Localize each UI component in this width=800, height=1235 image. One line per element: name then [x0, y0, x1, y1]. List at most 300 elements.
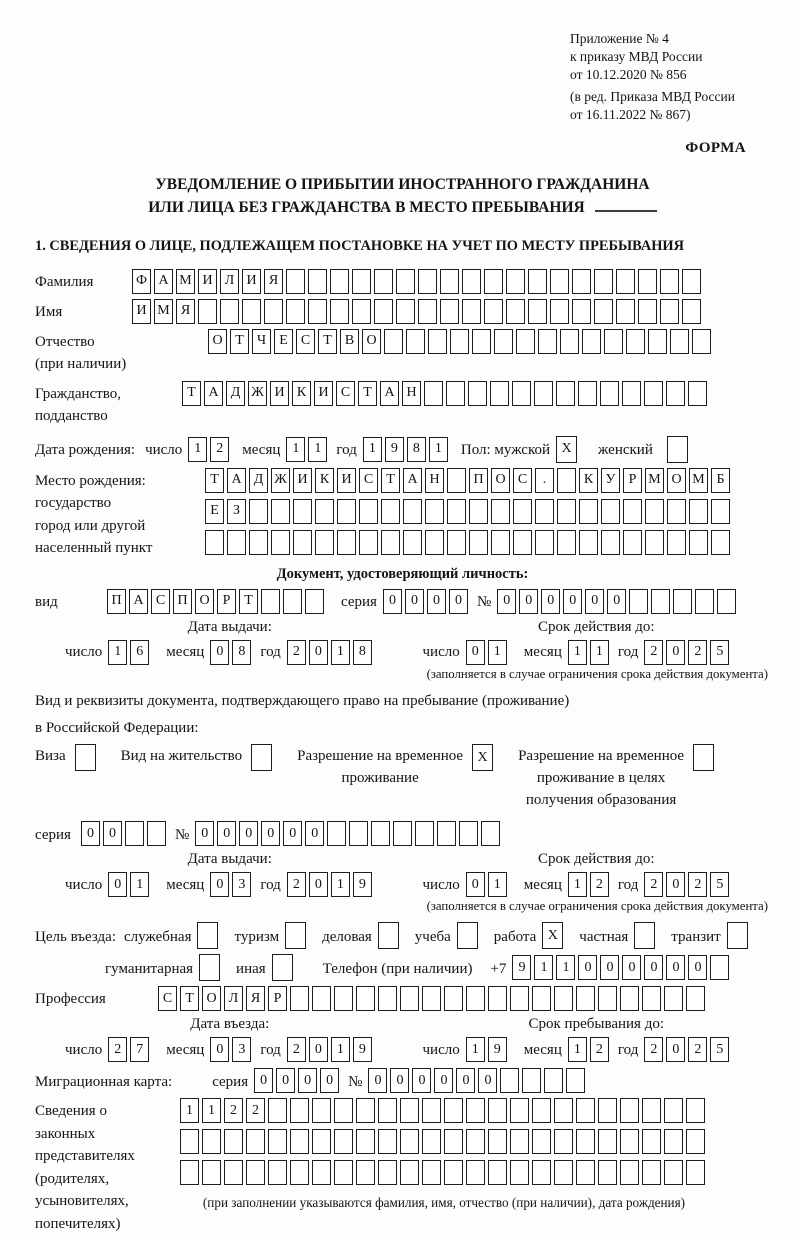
char-cell-empty[interactable] [466, 986, 485, 1011]
char-cell-empty[interactable] [444, 1129, 463, 1154]
char-cell-empty[interactable] [334, 1160, 353, 1185]
char-cell-filled[interactable]: П [173, 589, 192, 614]
char-cell-empty[interactable] [689, 530, 708, 555]
char-cell-empty[interactable] [199, 954, 220, 981]
char-cell-filled[interactable]: 9 [353, 872, 372, 897]
char-cell-empty[interactable] [227, 530, 246, 555]
char-cell-empty[interactable] [616, 269, 635, 294]
char-cell-empty[interactable] [308, 299, 327, 324]
char-cell-filled[interactable]: 0 [210, 640, 229, 665]
char-cell-filled[interactable]: 0 [405, 589, 424, 614]
char-cell-filled[interactable]: 2 [644, 1037, 663, 1062]
char-cell-filled[interactable]: 1 [556, 955, 575, 980]
char-cell-empty[interactable] [576, 986, 595, 1011]
char-cell-empty[interactable] [337, 530, 356, 555]
char-cell-empty[interactable] [264, 299, 283, 324]
char-cell-filled[interactable]: К [579, 468, 598, 493]
char-cell-filled[interactable]: В [340, 329, 359, 354]
char-cell-empty[interactable] [334, 986, 353, 1011]
char-cell-empty[interactable] [312, 1098, 331, 1123]
char-cell-empty[interactable] [572, 299, 591, 324]
char-cell-empty[interactable] [378, 1129, 397, 1154]
char-cell-empty[interactable] [532, 986, 551, 1011]
char-cell-empty[interactable] [554, 986, 573, 1011]
char-cell-empty[interactable] [532, 1129, 551, 1154]
char-cell-empty[interactable] [664, 986, 683, 1011]
char-cell-empty[interactable] [686, 986, 705, 1011]
char-cell-filled[interactable]: Р [217, 589, 236, 614]
char-cell-filled[interactable]: М [645, 468, 664, 493]
char-cell-filled[interactable]: 0 [600, 955, 619, 980]
char-cell-filled[interactable]: Т [381, 468, 400, 493]
char-cell-empty[interactable] [406, 329, 425, 354]
char-cell-empty[interactable] [598, 1098, 617, 1123]
char-cell-empty[interactable] [396, 269, 415, 294]
char-cell-filled[interactable]: К [292, 381, 311, 406]
char-cell-filled[interactable]: 0 [466, 872, 485, 897]
char-cell-empty[interactable] [667, 530, 686, 555]
char-cell-filled[interactable]: 9 [512, 955, 531, 980]
char-cell-filled[interactable]: 0 [309, 640, 328, 665]
char-cell-empty[interactable] [488, 986, 507, 1011]
char-cell-empty[interactable] [271, 530, 290, 555]
char-cell-filled[interactable]: 2 [688, 1037, 707, 1062]
char-cell-empty[interactable] [446, 381, 465, 406]
char-cell-empty[interactable] [620, 1129, 639, 1154]
char-cell-filled[interactable]: Л [220, 269, 239, 294]
char-cell-empty[interactable] [594, 299, 613, 324]
char-cell-filled[interactable]: С [296, 329, 315, 354]
char-cell-empty[interactable] [664, 1098, 683, 1123]
char-cell-filled[interactable]: А [204, 381, 223, 406]
char-cell-empty[interactable] [532, 1098, 551, 1123]
char-cell-filled[interactable]: 1 [130, 872, 149, 897]
char-cell-empty[interactable] [576, 1129, 595, 1154]
char-cell-empty[interactable] [290, 1160, 309, 1185]
char-cell-empty[interactable] [622, 381, 641, 406]
char-cell-empty[interactable] [601, 499, 620, 524]
char-cell-filled[interactable]: 0 [666, 872, 685, 897]
char-cell-empty[interactable] [469, 499, 488, 524]
char-cell-filled[interactable]: 1 [331, 1037, 350, 1062]
char-cell-empty[interactable] [620, 1098, 639, 1123]
char-cell-filled[interactable]: А [403, 468, 422, 493]
char-cell-empty[interactable] [544, 1068, 563, 1093]
char-cell-filled[interactable]: 0 [412, 1068, 431, 1093]
char-cell-filled[interactable]: И [314, 381, 333, 406]
char-cell-empty[interactable] [378, 1160, 397, 1185]
char-cell-filled[interactable]: 0 [456, 1068, 475, 1093]
char-cell-filled[interactable]: Р [623, 468, 642, 493]
char-cell-empty[interactable] [500, 1068, 519, 1093]
char-cell-filled[interactable]: X [542, 922, 563, 949]
char-cell-empty[interactable] [598, 1160, 617, 1185]
char-cell-filled[interactable]: С [158, 986, 177, 1011]
char-cell-empty[interactable] [75, 744, 96, 771]
char-cell-empty[interactable] [356, 1160, 375, 1185]
char-cell-empty[interactable] [327, 821, 346, 846]
char-cell-empty[interactable] [220, 299, 239, 324]
char-cell-filled[interactable]: 5 [710, 1037, 729, 1062]
char-cell-filled[interactable]: 1 [568, 872, 587, 897]
char-cell-filled[interactable]: М [176, 269, 195, 294]
char-cell-filled[interactable]: 2 [224, 1098, 243, 1123]
char-cell-empty[interactable] [666, 381, 685, 406]
char-cell-filled[interactable]: А [129, 589, 148, 614]
char-cell-empty[interactable] [557, 499, 576, 524]
char-cell-filled[interactable]: А [380, 381, 399, 406]
char-cell-empty[interactable] [510, 1098, 529, 1123]
char-cell-empty[interactable] [283, 589, 302, 614]
char-cell-empty[interactable] [711, 530, 730, 555]
char-cell-empty[interactable] [400, 1129, 419, 1154]
char-cell-empty[interactable] [290, 1129, 309, 1154]
char-cell-empty[interactable] [556, 381, 575, 406]
char-cell-filled[interactable]: Т [182, 381, 201, 406]
char-cell-filled[interactable]: 0 [688, 955, 707, 980]
char-cell-filled[interactable]: Т [358, 381, 377, 406]
char-cell-filled[interactable]: Я [176, 299, 195, 324]
char-cell-empty[interactable] [522, 1068, 541, 1093]
char-cell-empty[interactable] [604, 329, 623, 354]
char-cell-empty[interactable] [305, 589, 324, 614]
char-cell-empty[interactable] [620, 986, 639, 1011]
char-cell-filled[interactable]: О [491, 468, 510, 493]
char-cell-filled[interactable]: 0 [541, 589, 560, 614]
char-cell-empty[interactable] [462, 269, 481, 294]
char-cell-empty[interactable] [285, 922, 306, 949]
char-cell-filled[interactable]: 0 [666, 640, 685, 665]
char-cell-filled[interactable]: 8 [232, 640, 251, 665]
char-cell-filled[interactable]: 2 [590, 1037, 609, 1062]
char-cell-empty[interactable] [576, 1098, 595, 1123]
char-cell-empty[interactable] [638, 299, 657, 324]
char-cell-empty[interactable] [459, 821, 478, 846]
char-cell-empty[interactable] [717, 589, 736, 614]
char-cell-filled[interactable]: 9 [385, 437, 404, 462]
char-cell-empty[interactable] [286, 299, 305, 324]
char-cell-empty[interactable] [642, 1129, 661, 1154]
char-cell-filled[interactable]: И [270, 381, 289, 406]
char-cell-filled[interactable]: 0 [563, 589, 582, 614]
char-cell-filled[interactable]: 1 [568, 1037, 587, 1062]
char-cell-empty[interactable] [400, 986, 419, 1011]
char-cell-filled[interactable]: 0 [390, 1068, 409, 1093]
char-cell-empty[interactable] [293, 499, 312, 524]
char-cell-empty[interactable] [682, 269, 701, 294]
char-cell-filled[interactable]: 1 [331, 640, 350, 665]
char-cell-filled[interactable]: 2 [108, 1037, 127, 1062]
char-cell-empty[interactable] [594, 269, 613, 294]
char-cell-filled[interactable]: 0 [449, 589, 468, 614]
char-cell-empty[interactable] [261, 589, 280, 614]
char-cell-filled[interactable]: З [227, 499, 246, 524]
char-cell-filled[interactable]: 0 [466, 640, 485, 665]
char-cell-empty[interactable] [334, 1098, 353, 1123]
char-cell-empty[interactable] [682, 299, 701, 324]
char-cell-filled[interactable]: 2 [287, 1037, 306, 1062]
char-cell-empty[interactable] [418, 299, 437, 324]
char-cell-filled[interactable]: П [469, 468, 488, 493]
char-cell-empty[interactable] [330, 299, 349, 324]
char-cell-empty[interactable] [450, 329, 469, 354]
char-cell-empty[interactable] [528, 299, 547, 324]
char-cell-filled[interactable]: 0 [254, 1068, 273, 1093]
char-cell-empty[interactable] [249, 499, 268, 524]
char-cell-empty[interactable] [488, 1098, 507, 1123]
char-cell-filled[interactable]: 1 [202, 1098, 221, 1123]
char-cell-empty[interactable] [550, 299, 569, 324]
char-cell-empty[interactable] [582, 329, 601, 354]
char-cell-empty[interactable] [534, 381, 553, 406]
char-cell-empty[interactable] [660, 299, 679, 324]
char-cell-empty[interactable] [356, 1098, 375, 1123]
char-cell-empty[interactable] [578, 381, 597, 406]
char-cell-empty[interactable] [484, 299, 503, 324]
char-cell-empty[interactable] [268, 1098, 287, 1123]
char-cell-empty[interactable] [670, 329, 689, 354]
char-cell-empty[interactable] [510, 1129, 529, 1154]
char-cell-empty[interactable] [378, 986, 397, 1011]
char-cell-empty[interactable] [337, 499, 356, 524]
char-cell-empty[interactable] [444, 1160, 463, 1185]
char-cell-empty[interactable] [205, 530, 224, 555]
char-cell-filled[interactable]: 0 [217, 821, 236, 846]
char-cell-empty[interactable] [490, 381, 509, 406]
char-cell-filled[interactable]: 0 [305, 821, 324, 846]
char-cell-empty[interactable] [616, 299, 635, 324]
char-cell-empty[interactable] [415, 821, 434, 846]
char-cell-filled[interactable]: 0 [320, 1068, 339, 1093]
char-cell-filled[interactable]: 6 [130, 640, 149, 665]
char-cell-empty[interactable] [381, 499, 400, 524]
char-cell-filled[interactable]: С [336, 381, 355, 406]
char-cell-filled[interactable]: 1 [108, 640, 127, 665]
char-cell-empty[interactable] [491, 530, 510, 555]
char-cell-empty[interactable] [466, 1098, 485, 1123]
char-cell-empty[interactable] [554, 1129, 573, 1154]
char-cell-filled[interactable]: Т [239, 589, 258, 614]
char-cell-empty[interactable] [557, 530, 576, 555]
char-cell-empty[interactable] [359, 499, 378, 524]
char-cell-empty[interactable] [512, 381, 531, 406]
char-cell-filled[interactable]: 0 [103, 821, 122, 846]
char-cell-empty[interactable] [359, 530, 378, 555]
char-cell-filled[interactable]: Д [249, 468, 268, 493]
char-cell-filled[interactable]: 0 [666, 1037, 685, 1062]
char-cell-empty[interactable] [644, 381, 663, 406]
char-cell-filled[interactable]: 0 [210, 1037, 229, 1062]
char-cell-empty[interactable] [579, 499, 598, 524]
char-cell-empty[interactable] [424, 381, 443, 406]
char-cell-empty[interactable] [634, 922, 655, 949]
char-cell-empty[interactable] [664, 1160, 683, 1185]
char-cell-empty[interactable] [447, 530, 466, 555]
char-cell-filled[interactable]: 0 [81, 821, 100, 846]
char-cell-filled[interactable]: О [362, 329, 381, 354]
char-cell-empty[interactable] [506, 269, 525, 294]
char-cell-filled[interactable]: С [359, 468, 378, 493]
char-cell-empty[interactable] [554, 1098, 573, 1123]
char-cell-empty[interactable] [246, 1160, 265, 1185]
char-cell-filled[interactable]: 0 [585, 589, 604, 614]
char-cell-empty[interactable] [356, 1129, 375, 1154]
char-cell-empty[interactable] [422, 986, 441, 1011]
char-cell-empty[interactable] [664, 1129, 683, 1154]
char-cell-filled[interactable]: Д [226, 381, 245, 406]
char-cell-empty[interactable] [488, 1129, 507, 1154]
char-cell-filled[interactable]: 8 [407, 437, 426, 462]
char-cell-empty[interactable] [466, 1160, 485, 1185]
char-cell-filled[interactable]: 1 [180, 1098, 199, 1123]
char-cell-empty[interactable] [510, 986, 529, 1011]
char-cell-filled[interactable]: 1 [286, 437, 305, 462]
char-cell-empty[interactable] [437, 821, 456, 846]
char-cell-empty[interactable] [418, 269, 437, 294]
char-cell-filled[interactable]: С [151, 589, 170, 614]
char-cell-filled[interactable]: 0 [276, 1068, 295, 1093]
char-cell-filled[interactable]: Р [268, 986, 287, 1011]
char-cell-empty[interactable] [334, 1129, 353, 1154]
char-cell-empty[interactable] [538, 329, 557, 354]
char-cell-empty[interactable] [224, 1160, 243, 1185]
char-cell-empty[interactable] [312, 1160, 331, 1185]
char-cell-filled[interactable]: 1 [308, 437, 327, 462]
char-cell-empty[interactable] [727, 922, 748, 949]
char-cell-empty[interactable] [444, 986, 463, 1011]
char-cell-empty[interactable] [444, 1098, 463, 1123]
char-cell-empty[interactable] [457, 922, 478, 949]
char-cell-empty[interactable] [378, 1098, 397, 1123]
char-cell-empty[interactable] [693, 744, 714, 771]
char-cell-empty[interactable] [272, 954, 293, 981]
char-cell-empty[interactable] [356, 986, 375, 1011]
char-cell-empty[interactable] [686, 1098, 705, 1123]
char-cell-empty[interactable] [440, 269, 459, 294]
char-cell-empty[interactable] [271, 499, 290, 524]
char-cell-filled[interactable]: 2 [287, 640, 306, 665]
char-cell-empty[interactable] [440, 299, 459, 324]
char-cell-filled[interactable]: И [293, 468, 312, 493]
char-cell-filled[interactable]: 1 [363, 437, 382, 462]
char-cell-filled[interactable]: О [202, 986, 221, 1011]
char-cell-filled[interactable]: О [667, 468, 686, 493]
char-cell-empty[interactable] [566, 1068, 585, 1093]
char-cell-filled[interactable]: 2 [287, 872, 306, 897]
char-cell-filled[interactable]: И [132, 299, 151, 324]
char-cell-filled[interactable]: 2 [590, 872, 609, 897]
char-cell-filled[interactable]: 3 [232, 872, 251, 897]
char-cell-empty[interactable] [491, 499, 510, 524]
char-cell-empty[interactable] [488, 1160, 507, 1185]
char-cell-filled[interactable]: У [601, 468, 620, 493]
char-cell-empty[interactable] [125, 821, 144, 846]
char-cell-filled[interactable]: 0 [434, 1068, 453, 1093]
char-cell-empty[interactable] [242, 299, 261, 324]
char-cell-empty[interactable] [246, 1129, 265, 1154]
char-cell-filled[interactable]: Ж [271, 468, 290, 493]
char-cell-filled[interactable]: Ж [248, 381, 267, 406]
char-cell-empty[interactable] [601, 530, 620, 555]
char-cell-empty[interactable] [400, 1160, 419, 1185]
char-cell-empty[interactable] [692, 329, 711, 354]
char-cell-filled[interactable]: И [337, 468, 356, 493]
char-cell-empty[interactable] [554, 1160, 573, 1185]
char-cell-empty[interactable] [623, 530, 642, 555]
char-cell-empty[interactable] [557, 468, 576, 493]
char-cell-filled[interactable]: 1 [188, 437, 207, 462]
char-cell-filled[interactable]: А [227, 468, 246, 493]
char-cell-empty[interactable] [626, 329, 645, 354]
char-cell-filled[interactable]: 2 [644, 640, 663, 665]
char-cell-empty[interactable] [711, 499, 730, 524]
char-cell-empty[interactable] [686, 1160, 705, 1185]
char-cell-filled[interactable]: 0 [298, 1068, 317, 1093]
char-cell-empty[interactable] [688, 381, 707, 406]
char-cell-empty[interactable] [572, 269, 591, 294]
char-cell-filled[interactable]: Б [711, 468, 730, 493]
char-cell-empty[interactable] [623, 499, 642, 524]
char-cell-filled[interactable]: Н [425, 468, 444, 493]
char-cell-empty[interactable] [667, 436, 688, 463]
char-cell-filled[interactable]: И [198, 269, 217, 294]
char-cell-empty[interactable] [330, 269, 349, 294]
char-cell-filled[interactable]: 2 [644, 872, 663, 897]
char-cell-filled[interactable]: М [154, 299, 173, 324]
char-cell-filled[interactable]: М [689, 468, 708, 493]
char-cell-filled[interactable]: 1 [534, 955, 553, 980]
char-cell-empty[interactable] [147, 821, 166, 846]
char-cell-empty[interactable] [268, 1129, 287, 1154]
char-cell-empty[interactable] [484, 269, 503, 294]
char-cell-empty[interactable] [645, 499, 664, 524]
char-cell-empty[interactable] [312, 986, 331, 1011]
char-cell-empty[interactable] [403, 499, 422, 524]
char-cell-empty[interactable] [428, 329, 447, 354]
char-cell-filled[interactable]: 0 [607, 589, 626, 614]
char-cell-empty[interactable] [673, 589, 692, 614]
char-cell-filled[interactable]: С [513, 468, 532, 493]
char-cell-empty[interactable] [180, 1129, 199, 1154]
char-cell-empty[interactable] [352, 269, 371, 294]
char-cell-empty[interactable] [660, 269, 679, 294]
char-cell-empty[interactable] [576, 1160, 595, 1185]
char-cell-empty[interactable] [629, 589, 648, 614]
char-cell-empty[interactable] [180, 1160, 199, 1185]
char-cell-empty[interactable] [710, 955, 729, 980]
char-cell-filled[interactable]: Е [205, 499, 224, 524]
char-cell-filled[interactable]: 1 [331, 872, 350, 897]
char-cell-filled[interactable]: 9 [353, 1037, 372, 1062]
char-cell-filled[interactable]: 0 [210, 872, 229, 897]
char-cell-empty[interactable] [535, 530, 554, 555]
char-cell-filled[interactable]: 1 [590, 640, 609, 665]
char-cell-filled[interactable]: 0 [666, 955, 685, 980]
char-cell-filled[interactable]: X [472, 744, 493, 771]
char-cell-filled[interactable]: 3 [232, 1037, 251, 1062]
char-cell-filled[interactable]: 1 [488, 872, 507, 897]
char-cell-empty[interactable] [268, 1160, 287, 1185]
char-cell-filled[interactable]: 5 [710, 872, 729, 897]
char-cell-empty[interactable] [579, 530, 598, 555]
char-cell-filled[interactable]: Т [180, 986, 199, 1011]
char-cell-filled[interactable]: 7 [130, 1037, 149, 1062]
char-cell-empty[interactable] [651, 589, 670, 614]
char-cell-empty[interactable] [468, 381, 487, 406]
char-cell-empty[interactable] [600, 381, 619, 406]
char-cell-filled[interactable]: Я [246, 986, 265, 1011]
char-cell-filled[interactable]: Ф [132, 269, 151, 294]
